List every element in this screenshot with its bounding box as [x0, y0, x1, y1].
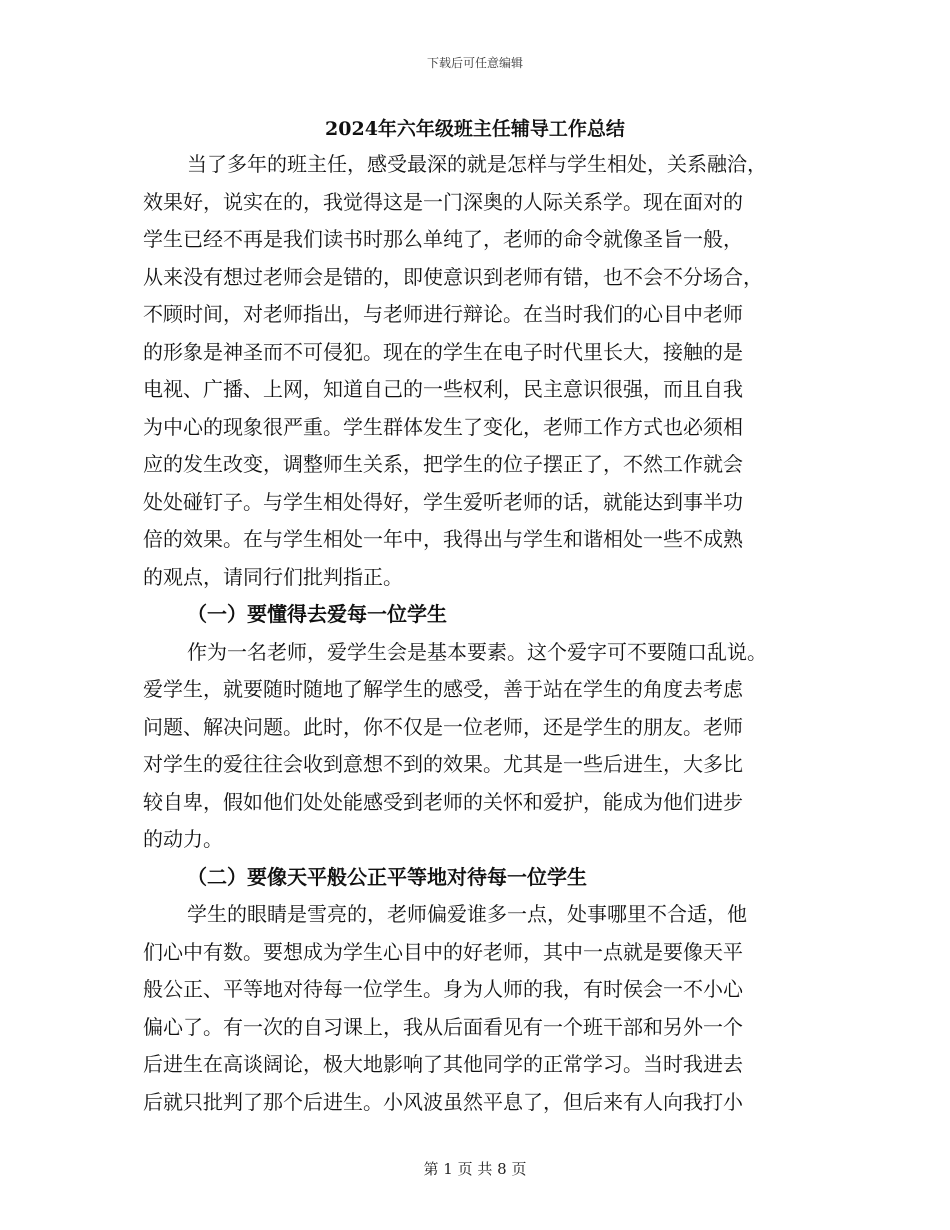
text-line: 爱学生，就要随时随地了解学生的感受，善于站在学生的角度去考虑 [143, 677, 743, 701]
section-heading: （二）要像天平般公正平等地对待每一位学生 [187, 864, 587, 889]
header-note: 下载后可任意编辑 [426, 56, 523, 70]
text-line: 们心中有数。要想成为学生心目中的好老师，其中一点就是要像天平 [143, 939, 743, 964]
text-line: 学生已经不再是我们读书时那么单纯了，老师的命令就像圣旨一般， [143, 227, 743, 251]
text-line: 偏心了。有一次的自习课上，我从后面看见有一个班干部和另外一个 [143, 1014, 743, 1039]
text-line: 的观点，请同行们批判指正。 [143, 564, 403, 589]
text-line: 学生的眼睛是雪亮的，老师偏爱谁多一点，处事哪里不合适，他 [187, 902, 747, 926]
text-line: 倍的效果。在与学生相处一年中，我得出与学生和谐相处一些不成熟 [143, 527, 743, 551]
text-line: 较自卑，假如他们处处能感受到老师的关怀和爱护，能成为他们进步 [143, 789, 743, 814]
text-line: 处处碰钉子。与学生相处得好，学生爱听老师的话，就能达到事半功 [143, 489, 743, 514]
text-line: 为中心的现象很严重。学生群体发生了变化，老师工作方式也必须相 [143, 414, 743, 439]
document-title: 2024年六年级班主任辅导工作总结 [325, 118, 625, 140]
text-line: 当了多年的班主任，感受最深的就是怎样与学生相处，关系融洽， [187, 152, 767, 176]
text-line: 从来没有想过老师会是错的，即使意识到老师有错，也不会不分场合， [143, 264, 763, 289]
text-line: 的动力。 [143, 827, 223, 851]
page-footer: 第 1 页 共 8 页 [423, 1160, 527, 1178]
text-line: 效果好，说实在的，我觉得这是一门深奥的人际关系学。现在面对的 [143, 189, 743, 214]
text-line: 应的发生改变，调整师生关系，把学生的位子摆正了，不然工作就会 [143, 452, 743, 476]
document-body [143, 146, 811, 1121]
text-line: 对学生的爱往往会收到意想不到的效果。尤其是一些后进生，大多比 [143, 752, 743, 776]
text-line: 后就只批判了那个后进生。小风波虽然平息了，但后来有人向我打小 [143, 1089, 743, 1114]
text-line: 不顾时间，对老师指出，与老师进行辩论。在当时我们的心目中老师 [143, 302, 743, 326]
text-line: 的形象是神圣而不可侵犯。现在的学生在电子时代里长大，接触的是 [143, 339, 743, 364]
text-line: 作为一名老师，爱学生会是基本要素。这个爱字可不要随口乱说。 [187, 639, 767, 664]
section-heading: （一）要懂得去爱每一位学生 [187, 602, 447, 626]
text-line: 般公正、平等地对待每一位学生。身为人师的我，有时侯会一不小心 [143, 977, 743, 1001]
text-line: 问题、解决问题。此时，你不仅是一位老师，还是学生的朋友。老师 [143, 714, 743, 739]
text-line: 后进生在高谈阔论，极大地影响了其他同学的正常学习。当时我进去 [143, 1052, 743, 1076]
text-line: 电视、广播、上网，知道自己的一些权利，民主意识很强，而且自我 [143, 377, 743, 401]
